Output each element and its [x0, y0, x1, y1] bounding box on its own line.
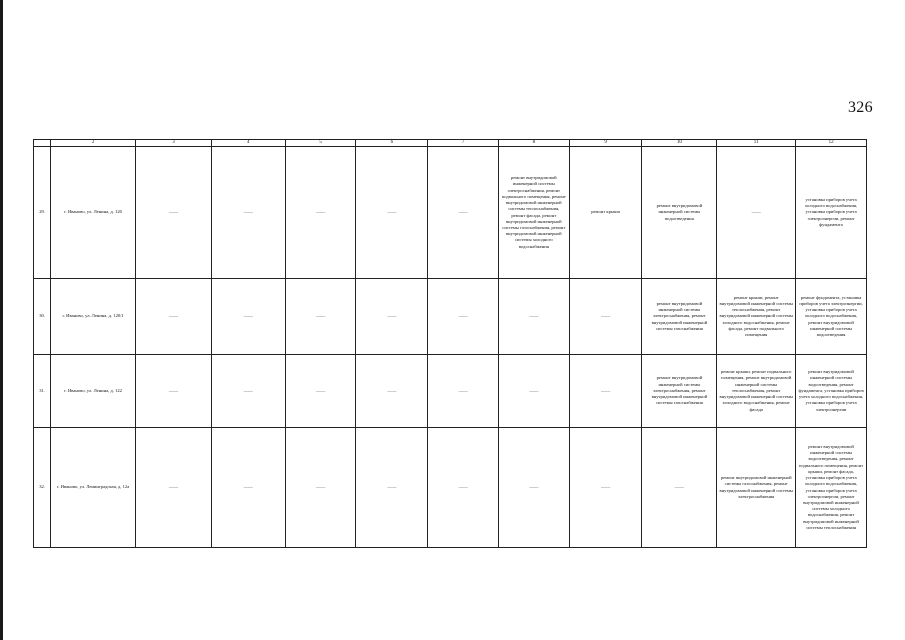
works-cell: ремонт крыши [569, 147, 642, 279]
table-row [34, 428, 867, 548]
table-row [34, 279, 867, 355]
empty-dash-cell: —— [356, 355, 428, 428]
empty-dash-cell: —— [285, 279, 356, 355]
works-cell: ремонт внутридомовой инженерной системы электроснабжения, ремонт внутридомовой инженерной системы газоснабжения [642, 355, 717, 428]
empty-dash-cell: —— [498, 279, 569, 355]
works-cell: ремонт внутридомовой инженерной системы водоотведения [642, 147, 717, 279]
column-header [34, 140, 51, 147]
address-cell: г. Иваново, ул. Ленина, д. 122 [51, 355, 136, 428]
works-cell: ремонт внутридомовой инженерной системы электроснабжения, ремонт внутридомовой инженерной системы газоснабжения [642, 279, 717, 355]
empty-dash-cell: —— [717, 147, 796, 279]
empty-dash-cell: —— [569, 428, 642, 548]
column-header: 8 [498, 140, 569, 147]
empty-dash-cell: —— [428, 279, 499, 355]
empty-dash-cell: —— [285, 355, 356, 428]
works-cell: ремонт фундамента, установка приборов учета электроэнергии, установка приборов учета холодного водоснабжения, ремонт внутридомовой инженерной системы водоотведения [796, 279, 867, 355]
empty-dash-cell: —— [356, 428, 428, 548]
scan-left-border [0, 0, 3, 640]
empty-dash-cell: —— [428, 355, 499, 428]
empty-dash-cell: —— [569, 355, 642, 428]
row-number: 29. [34, 147, 51, 279]
empty-dash-cell: —— [356, 279, 428, 355]
empty-dash-cell: —— [569, 279, 642, 355]
address-cell: г. Иваново, ул. Ленинградская, д. 12а [51, 428, 136, 548]
column-header: 5 [285, 140, 356, 147]
address-cell: г. Иваново, ул. Ленина, д. 120/1 [51, 279, 136, 355]
empty-dash-cell: —— [211, 147, 285, 279]
empty-dash-cell: —— [136, 279, 212, 355]
row-number: 31. [34, 355, 51, 428]
column-header: 4 [211, 140, 285, 147]
empty-dash-cell: —— [211, 279, 285, 355]
address-cell: г. Иваново, ул. Ленина, д. 120 [51, 147, 136, 279]
works-cell: ремонт крыши, ремонт внутридомовой инженерной системы теплоснабжения, ремонт внутридомовой инженерной системы холодного водоснабжения, ремонт фасада, ремонт подвального помещения [717, 279, 796, 355]
repair-schedule-table [33, 139, 867, 548]
works-cell: ремонт внутридомовой инженерной системы водоотведения, ремонт фундамента, установка приборов учета холодного водоснабжения, установка приборов учета электроэнергии [796, 355, 867, 428]
column-header: 9 [569, 140, 642, 147]
works-cell: ремонт крыши, ремонт подвального помещения, ремонт внутридомовой инженерной системы теплоснабжения, ремонт внутридомовой инженерной системы холодного водоснабжения, ремонт фасада [717, 355, 796, 428]
column-header: 7 [428, 140, 499, 147]
row-number: 32. [34, 428, 51, 548]
column-header: 6 [356, 140, 428, 147]
column-header: 12 [796, 140, 867, 147]
empty-dash-cell: —— [136, 147, 212, 279]
empty-dash-cell: —— [136, 355, 212, 428]
works-cell: установка приборов учета холодного водоснабжения, установка приборов учета электроэнергии, ремонт фундамента [796, 147, 867, 279]
empty-dash-cell: —— [642, 428, 717, 548]
empty-dash-cell: —— [285, 428, 356, 548]
column-header: 3 [136, 140, 212, 147]
row-number: 30. [34, 279, 51, 355]
works-cell: ремонт внутридомовой инженерной системы газоснабжения, ремонт внутридомовой инженерной системы электроснабжения [717, 428, 796, 548]
empty-dash-cell: —— [211, 355, 285, 428]
table-row [34, 147, 867, 279]
works-cell: ремонт внутридомовой инженерной системы электроснабжения, ремонт подвального помещения, ремонт внутридомовой инженерной системы теплоснабжения, ремонт фасада, ремонт внутридомовой инженерной системы газоснабжения, ремонт внутридомовой инженерной системы холодного водоснабжения [498, 147, 569, 279]
column-header: 10 [642, 140, 717, 147]
empty-dash-cell: —— [136, 428, 212, 548]
page-number: 326 [848, 99, 873, 116]
column-header: 2 [51, 140, 136, 147]
works-cell: ремонт внутридомовой инженерной системы водоотведения, ремонт подвального помещения, ремонт крыши, ремонт фасада, установка приборов учета холодного водоснабжения, установка приборов учета электроэнергии, ремонт внутридомовой инженерной системы холодного водоснабжения, ремонт внутридомовой инженерной системы теплоснабжения [796, 428, 867, 548]
empty-dash-cell: —— [428, 147, 499, 279]
empty-dash-cell: —— [211, 428, 285, 548]
column-header: 11 [717, 140, 796, 147]
empty-dash-cell: —— [356, 147, 428, 279]
empty-dash-cell: —— [285, 147, 356, 279]
empty-dash-cell: —— [498, 355, 569, 428]
empty-dash-cell: —— [498, 428, 569, 548]
empty-dash-cell: —— [428, 428, 499, 548]
column-number-row [34, 140, 867, 147]
table-row [34, 355, 867, 428]
